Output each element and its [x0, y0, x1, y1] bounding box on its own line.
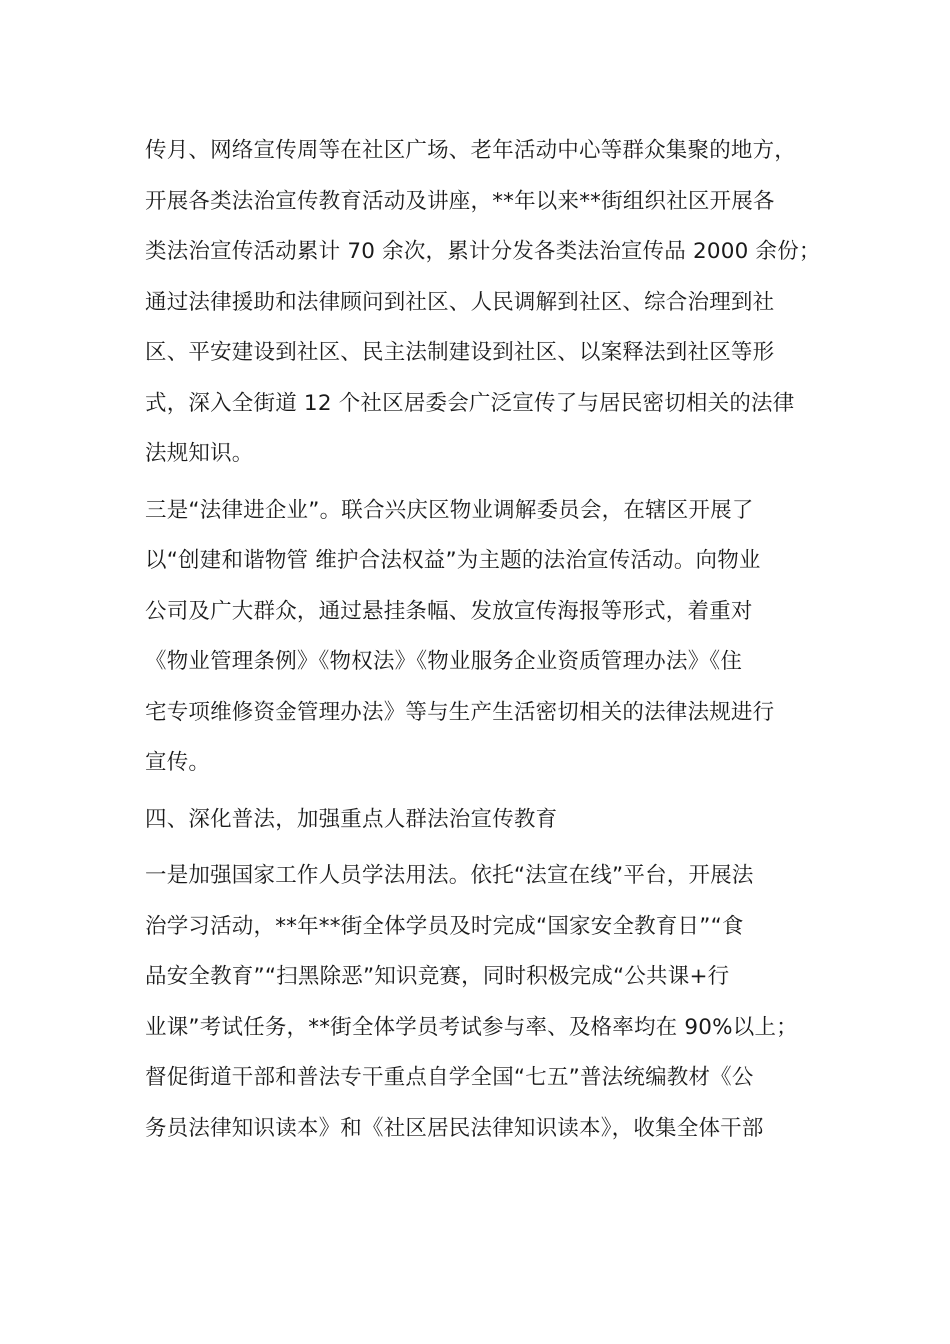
text-line: 宅专项维修资金管理办法》等与生产生活密切相关的法律法规进行 [145, 699, 775, 725]
text-line: 通过法律援助和法律顾问到社区、人民调解到社区、综合治理到社 [145, 289, 775, 315]
text-line: 一是加强国家工作人员学法用法。依托“法宣在线”平台，开展法 [145, 863, 754, 888]
paragraph-civil-servants-study-law [145, 851, 810, 1154]
text-line: 以“创建和谐物管 维护合法权益”为主题的法治宣传活动。向物业 [145, 548, 761, 573]
text-line: 公司及广大群众，通过悬挂条幅、发放宣传海报等形式，着重对 [145, 598, 753, 624]
text-line: 治学习活动，**年**街全体学员及时完成“国家安全教育日”“食 [145, 913, 744, 939]
text-line: 《物业管理条例》《物权法》《物业服务企业资质管理办法》《住 [145, 649, 743, 674]
section-four-heading [145, 795, 810, 846]
text-line: 开展各类法治宣传教育活动及讲座，**年以来**街组织社区开展各 [145, 188, 775, 214]
text-line: 式，深入全街道 12 个社区居委会广泛宣传了与居民密切相关的法律 [145, 390, 795, 416]
paragraph-law-into-enterprises [145, 486, 810, 789]
text-line: 业课”考试任务，**街全体学员考试参与率、及格率均在 90%以上； [145, 1014, 798, 1040]
text-line: 督促街道干部和普法专干重点自学全国“七五”普法统编教材《公 [145, 1065, 754, 1090]
text-line: 传月、网络宣传周等在社区广场、老年活动中心等群众集聚的地方， [145, 138, 797, 163]
text-line: 三是“法律进企业”。联合兴庆区物业调解委员会，在辖区开展了 [145, 497, 754, 523]
text-line: 品安全教育”“扫黑除恶”知识竞赛，同时积极完成“公共课+行 [145, 964, 730, 989]
text-line: 区、平安建设到社区、民主法制建设到社区、以案释法到社区等形 [145, 340, 775, 365]
paragraph-community-publicity [145, 126, 821, 480]
section-heading: 四、深化普法，加强重点人群法治宣传教育 [145, 806, 558, 832]
text-line: 法规知识。 [145, 441, 254, 466]
text-line: 务员法律知识读本》和《社区居民法律知识读本》，收集全体干部 [145, 1115, 764, 1141]
text-line: 类法治宣传活动累计 70 余次，累计分发各类法治宣传品 2000 余份； [145, 239, 821, 264]
document-body [145, 126, 821, 1154]
text-line: 宣传。 [145, 750, 211, 775]
